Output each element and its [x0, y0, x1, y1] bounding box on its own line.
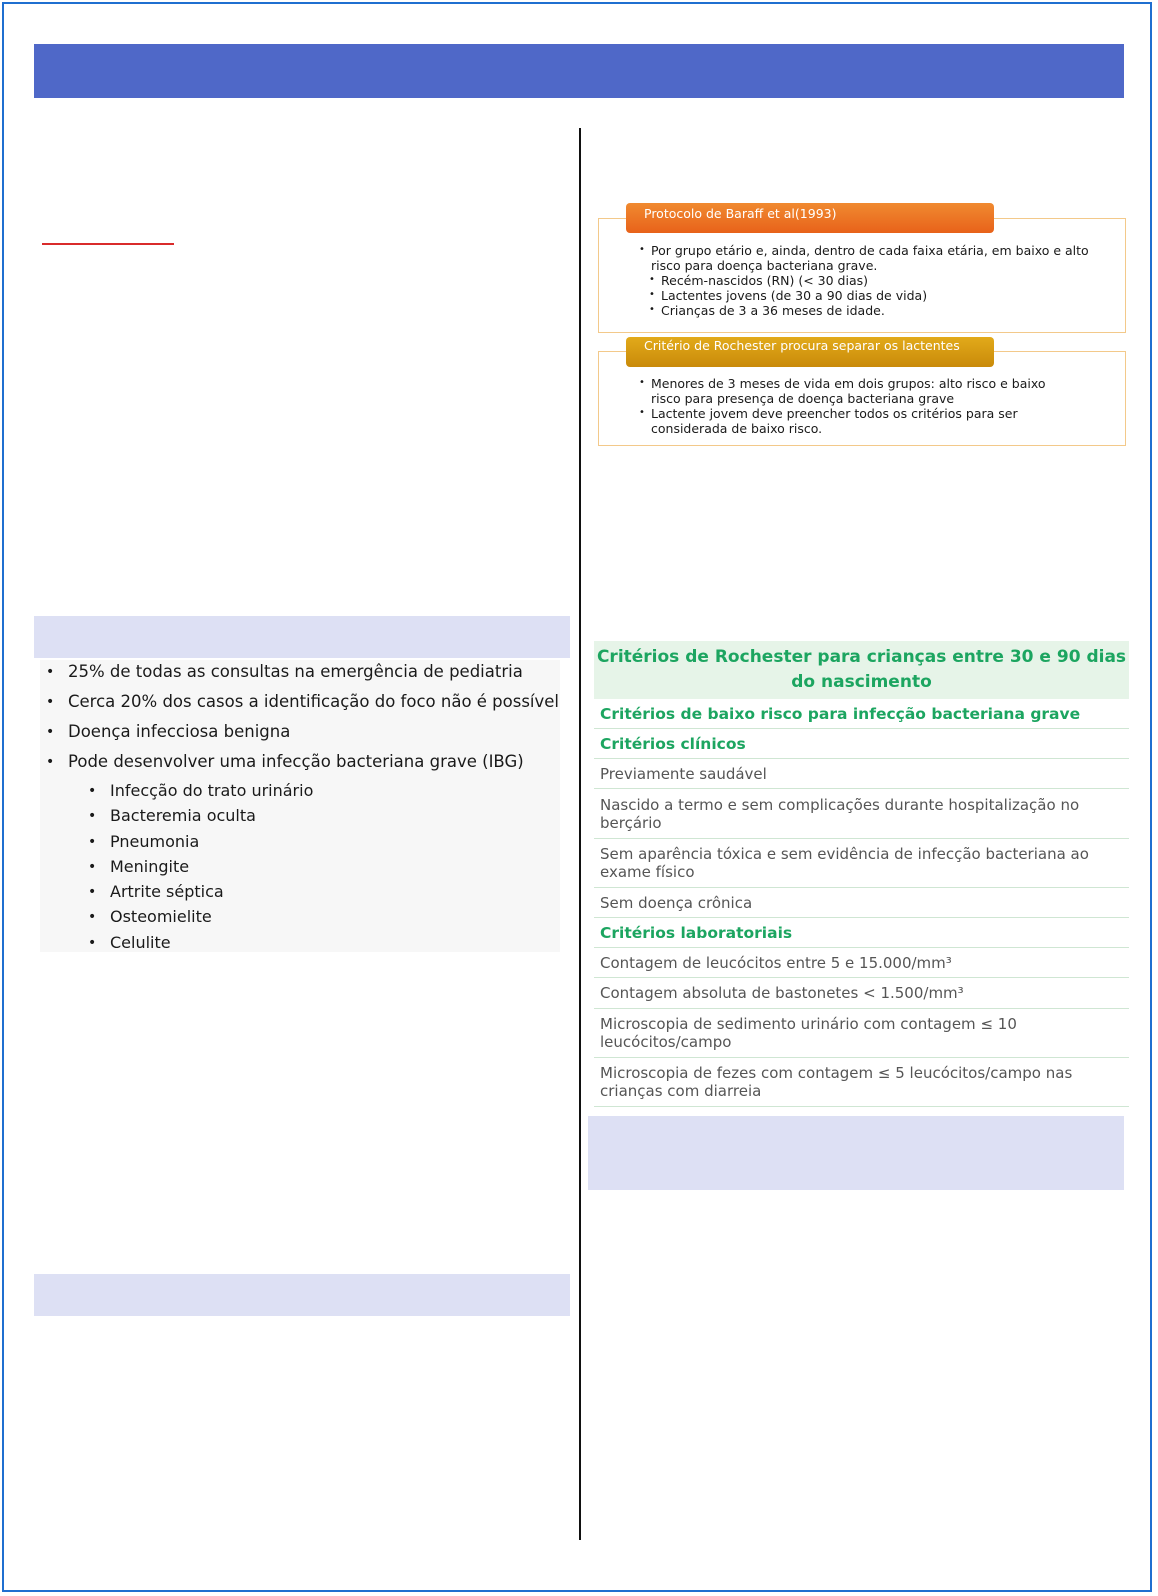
- bullet-item: • Pode desenvolver uma infecção bacteriana grave (IBG): [40, 750, 560, 780]
- column-divider: [579, 128, 581, 1540]
- table-row: Sem aparência tóxica e sem evidência de infecção bacteriana ao exame físico: [594, 839, 1129, 888]
- title-bar: [34, 44, 1124, 98]
- rochester-item: • Lactente jovem deve preencher todos os critérios para ser considerada de baixo risco.: [639, 406, 1079, 436]
- sub-bullet-item: • Celulite: [40, 932, 560, 957]
- baraff-item: • Por grupo etário e, ainda, dentro de cada faixa etária, em baixo e alto risco para doença bacteriana grave.: [639, 243, 1109, 273]
- table-section-heading: Critérios de baixo risco para infecção bacteriana grave: [594, 699, 1129, 729]
- rochester-table-rows: [594, 699, 1129, 1107]
- table-section-heading: Critérios clínicos: [594, 729, 1129, 759]
- fever-bullets: [40, 660, 560, 952]
- baraff-title: Protocolo de Baraff et al(1993): [644, 206, 837, 221]
- rochester-item: • Menores de 3 meses de vida em dois grupos: alto risco e baixo risco para presença de doença bacteriana grave: [639, 376, 1079, 406]
- sub-bullet-item: • Pneumonia: [40, 831, 560, 856]
- table-row: Contagem de leucócitos entre 5 e 15.000/mm³: [594, 948, 1129, 978]
- table-row: Contagem absoluta de bastonetes < 1.500/mm³: [594, 978, 1129, 1009]
- bullet-item: • 25% de todas as consultas na emergência de pediatria: [40, 660, 560, 690]
- sub-bullet-item: • Bacteremia oculta: [40, 805, 560, 830]
- bullet-list: [40, 660, 560, 957]
- table-section-heading: Critérios laboratoriais: [594, 918, 1129, 948]
- rochester-table: [594, 641, 1129, 1107]
- sub-bullet-item: • Osteomielite: [40, 906, 560, 931]
- baraff-header: [626, 203, 994, 233]
- table-row: Microscopia de sedimento urinário com contagem ≤ 10 leucócitos/campo: [594, 1009, 1129, 1058]
- section-band-left-2: [34, 1274, 570, 1316]
- baraff-item: • Lactentes jovens (de 30 a 90 dias de vida): [649, 288, 1109, 303]
- bullet-item: • Cerca 20% dos casos a identificação do foco não é possível: [40, 690, 560, 720]
- rochester-title: Critério de Rochester procura separar os lactentes: [644, 338, 960, 353]
- sub-bullet-item: • Infecção do trato urinário: [40, 780, 560, 805]
- protocol-diagram: [598, 203, 1128, 446]
- baraff-box: [598, 218, 1126, 333]
- sub-bullet-item: • Meningite: [40, 856, 560, 881]
- table-row: Microscopia de fezes com contagem ≤ 5 leucócitos/campo nas crianças com diarreia: [594, 1058, 1129, 1107]
- baraff-item: • Recém-nascidos (RN) (< 30 dias): [649, 273, 1109, 288]
- table-row: Previamente saudável: [594, 759, 1129, 789]
- rochester-list: [639, 376, 1079, 436]
- sub-bullet-item: • Artrite séptica: [40, 881, 560, 906]
- baraff-item: • Crianças de 3 a 36 meses de idade.: [649, 303, 1109, 318]
- red-underline: [42, 243, 174, 245]
- baraff-list: [639, 243, 1109, 318]
- bullet-item: • Doença infecciosa benigna: [40, 720, 560, 750]
- section-band-right: [588, 1116, 1124, 1190]
- table-row: Nascido a termo e sem complicações durante hospitalização no berçário: [594, 789, 1129, 839]
- section-band-left-1: [34, 616, 570, 658]
- rochester-table-title: Critérios de Rochester para crianças entre 30 e 90 dias do nascimento: [594, 641, 1129, 699]
- rochester-header: [626, 337, 994, 367]
- table-row: Sem doença crônica: [594, 888, 1129, 918]
